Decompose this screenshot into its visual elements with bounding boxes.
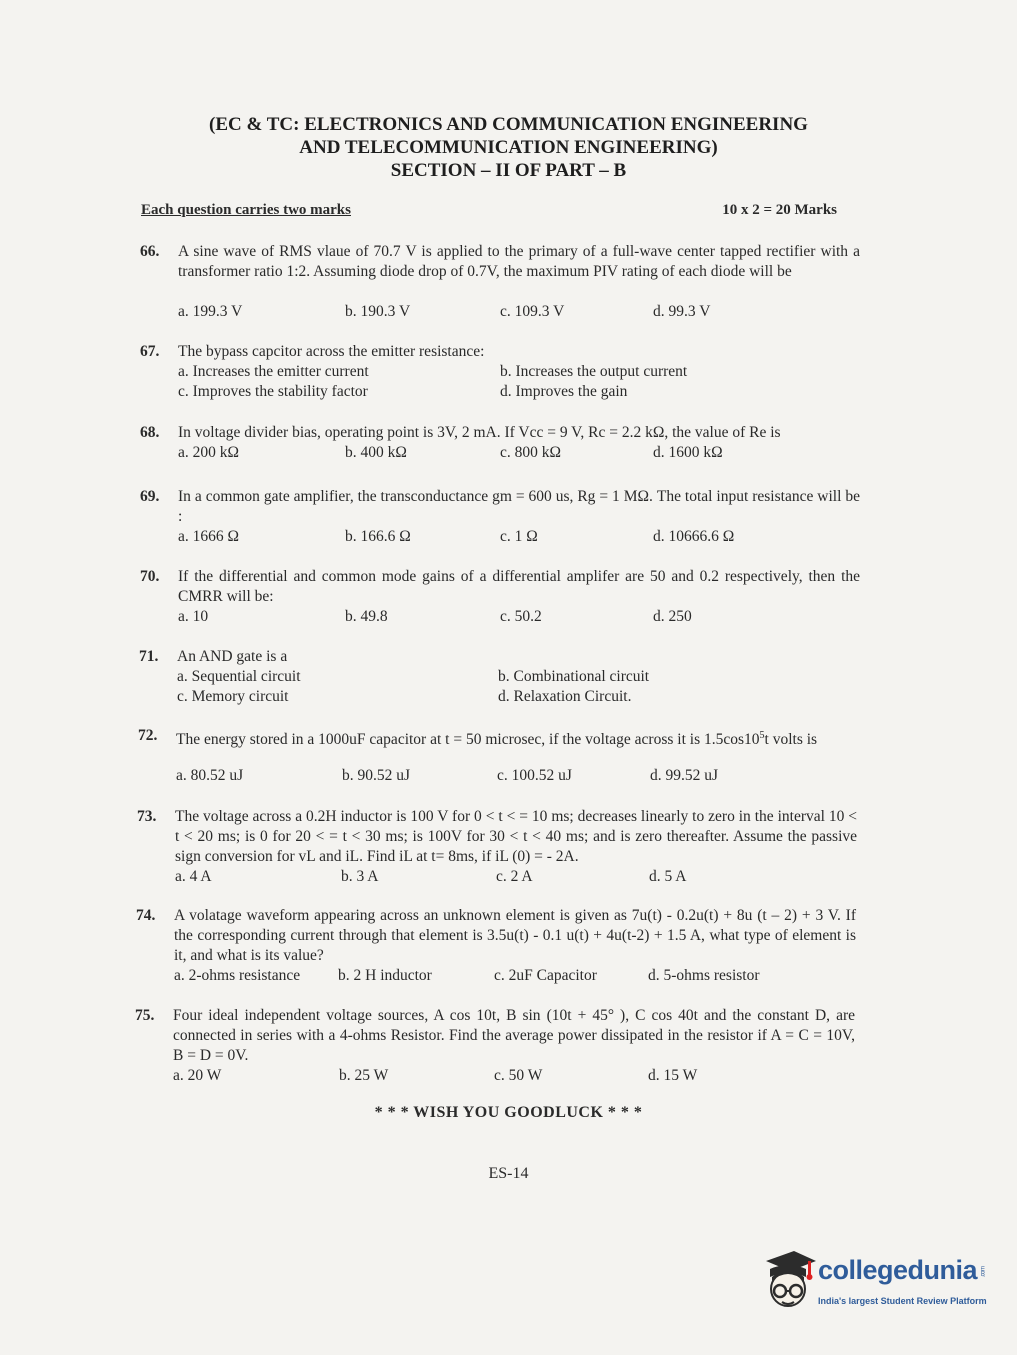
option-b: b. 190.3 V: [345, 303, 411, 320]
question-text: In voltage divider bias, operating point is 3V, 2 mA. If Vcc = 9 V, Rc = 2.2 kΩ, the value of Re is: [178, 424, 781, 441]
option-d: d. Relaxation Circuit.: [498, 688, 632, 705]
question-text: In a common gate amplifier, the transconductance gm = 600 us, Rg = 1 MΩ. The total input resistance will be :: [178, 488, 860, 525]
question-text: The voltage across a 0.2H inductor is 100 V for 0 < t < = 10 ms; decreases linearly to zero in the interval 10 < t < 20 ms; is 0 for 20 < = t < 30 ms; is 100V for 30 < t < 40 ms; and is zero thereafter. Assume the passive sign conversion for vL and iL. Find iL at t= 8ms, if iL (0) = - 2A.: [175, 808, 857, 865]
option-b: b. 49.8: [345, 608, 388, 625]
section-title: SECTION – II OF PART – B: [390, 160, 627, 181]
option-c: c. 2 A: [496, 868, 533, 885]
option-c: c. 800 kΩ: [500, 444, 562, 461]
option-d: d. 15 W: [648, 1067, 698, 1084]
option-d: d. 5 A: [649, 868, 687, 885]
option-d: d. Improves the gain: [500, 383, 628, 400]
option-c: c. 100.52 uJ: [497, 767, 572, 784]
option-c: c. 109.3 V: [500, 303, 565, 320]
option-a: a. 1666 Ω: [178, 528, 240, 545]
question-number: 67.: [140, 343, 160, 360]
header-line-1: (EC & TC: ELECTRONICS AND COMMUNICATION ENGINEERING: [209, 114, 808, 135]
option-b: b. 166.6 Ω: [345, 528, 411, 545]
option-b: b. 25 W: [339, 1067, 389, 1084]
question-text: The bypass capcitor across the emitter resistance:: [178, 343, 485, 360]
option-b: b. 3 A: [341, 868, 379, 885]
graduate-mascot-icon: [760, 1247, 816, 1313]
option-a: a. Increases the emitter current: [178, 363, 369, 380]
option-b: b. 2 H inductor: [338, 967, 432, 984]
option-d: d. 99.3 V: [653, 303, 711, 320]
logo-tagline: India's largest Student Review Platform: [818, 1296, 987, 1306]
question-number: 72.: [138, 727, 158, 744]
option-a: a. 200 kΩ: [178, 444, 240, 461]
question-text: If the differential and common mode gains of a differential amplifer are 50 and 0.2 respectively, then the CMRR will be:: [178, 568, 860, 605]
question-number: 69.: [140, 488, 160, 505]
option-a: a. 199.3 V: [178, 303, 243, 320]
question-text: Four ideal independent voltage sources, A cos 10t, B sin (10t + 45° ), C cos 40t and the constant D, are connected in series with a 4-ohms Resistor. Find the average power dissipated in the resistor if A = C = 10V, B = D = 0V.: [173, 1007, 855, 1064]
option-b: b. Increases the output current: [500, 363, 688, 380]
header-line-2: AND TELECOMMUNICATION ENGINEERING): [299, 137, 718, 158]
question-number: 68.: [140, 424, 160, 441]
option-d: d. 1600 kΩ: [653, 444, 723, 461]
option-c: c. 2uF Capacitor: [494, 967, 597, 984]
option-c: c. Memory circuit: [177, 688, 289, 705]
option-c: c. 1 Ω: [500, 528, 538, 545]
page-code: ES-14: [488, 1165, 529, 1182]
option-c: c. 50.2: [500, 608, 542, 625]
option-a: a. 4 A: [175, 868, 212, 885]
collegedunia-logo: [760, 1245, 990, 1315]
option-a: a. 80.52 uJ: [176, 767, 244, 784]
option-a: a. 20 W: [173, 1067, 222, 1084]
instructions-row: [141, 202, 837, 219]
option-a: a. Sequential circuit: [177, 668, 301, 685]
question-number: 70.: [140, 568, 160, 585]
option-c: c. 50 W: [494, 1067, 543, 1084]
closing-wish: * * * WISH YOU GOODLUCK * * *: [374, 1104, 643, 1121]
question-text: A sine wave of RMS vlaue of 70.7 V is applied to the primary of a full-wave center tapped rectifier with a transformer ratio 1:2. Assuming diode drop of 0.7V, the maximum PIV rating of each diode will be: [178, 243, 860, 280]
marks-instruction: Each question carries two marks: [141, 202, 351, 218]
question-number: 71.: [139, 648, 159, 665]
option-a: a. 10: [178, 608, 209, 625]
option-b: b. 400 kΩ: [345, 444, 407, 461]
logo-wordmark: collegedunia .com: [818, 1255, 987, 1285]
question-text: The energy stored in a 1000uF capacitor at t = 50 microsec, if the voltage across it is $1.5\cos 10^5t$ volts is: [176, 730, 818, 749]
option-d: d. 10666.6 Ω: [653, 528, 735, 545]
option-a: a. 2-ohms resistance: [174, 967, 301, 984]
question-number: 66.: [140, 243, 160, 260]
question-number: 75.: [135, 1007, 155, 1024]
option-d: d. 5-ohms resistor: [648, 967, 760, 984]
question-text: An AND gate is a: [177, 648, 288, 665]
question-text: A volatage waveform appearing across an unknown element is given as 7u(t) - 0.2u(t) + 8u (t – 2) + 3 V. If the corresponding current through that element is 3.5u(t) - 0.1 u(t) + 4u(t-2) + 1.5 A, what type of element is it, and what is its value?: [174, 907, 856, 964]
question-number: 73.: [137, 808, 157, 825]
option-b: b. 90.52 uJ: [342, 767, 411, 784]
marks-total: 10 x 2 = 20 Marks: [722, 202, 837, 218]
option-d: d. 250: [653, 608, 692, 625]
question-number: 74.: [136, 907, 156, 924]
option-c: c. Improves the stability factor: [178, 383, 368, 400]
option-d: d. 99.52 uJ: [650, 767, 719, 784]
option-b: b. Combinational circuit: [498, 668, 650, 685]
